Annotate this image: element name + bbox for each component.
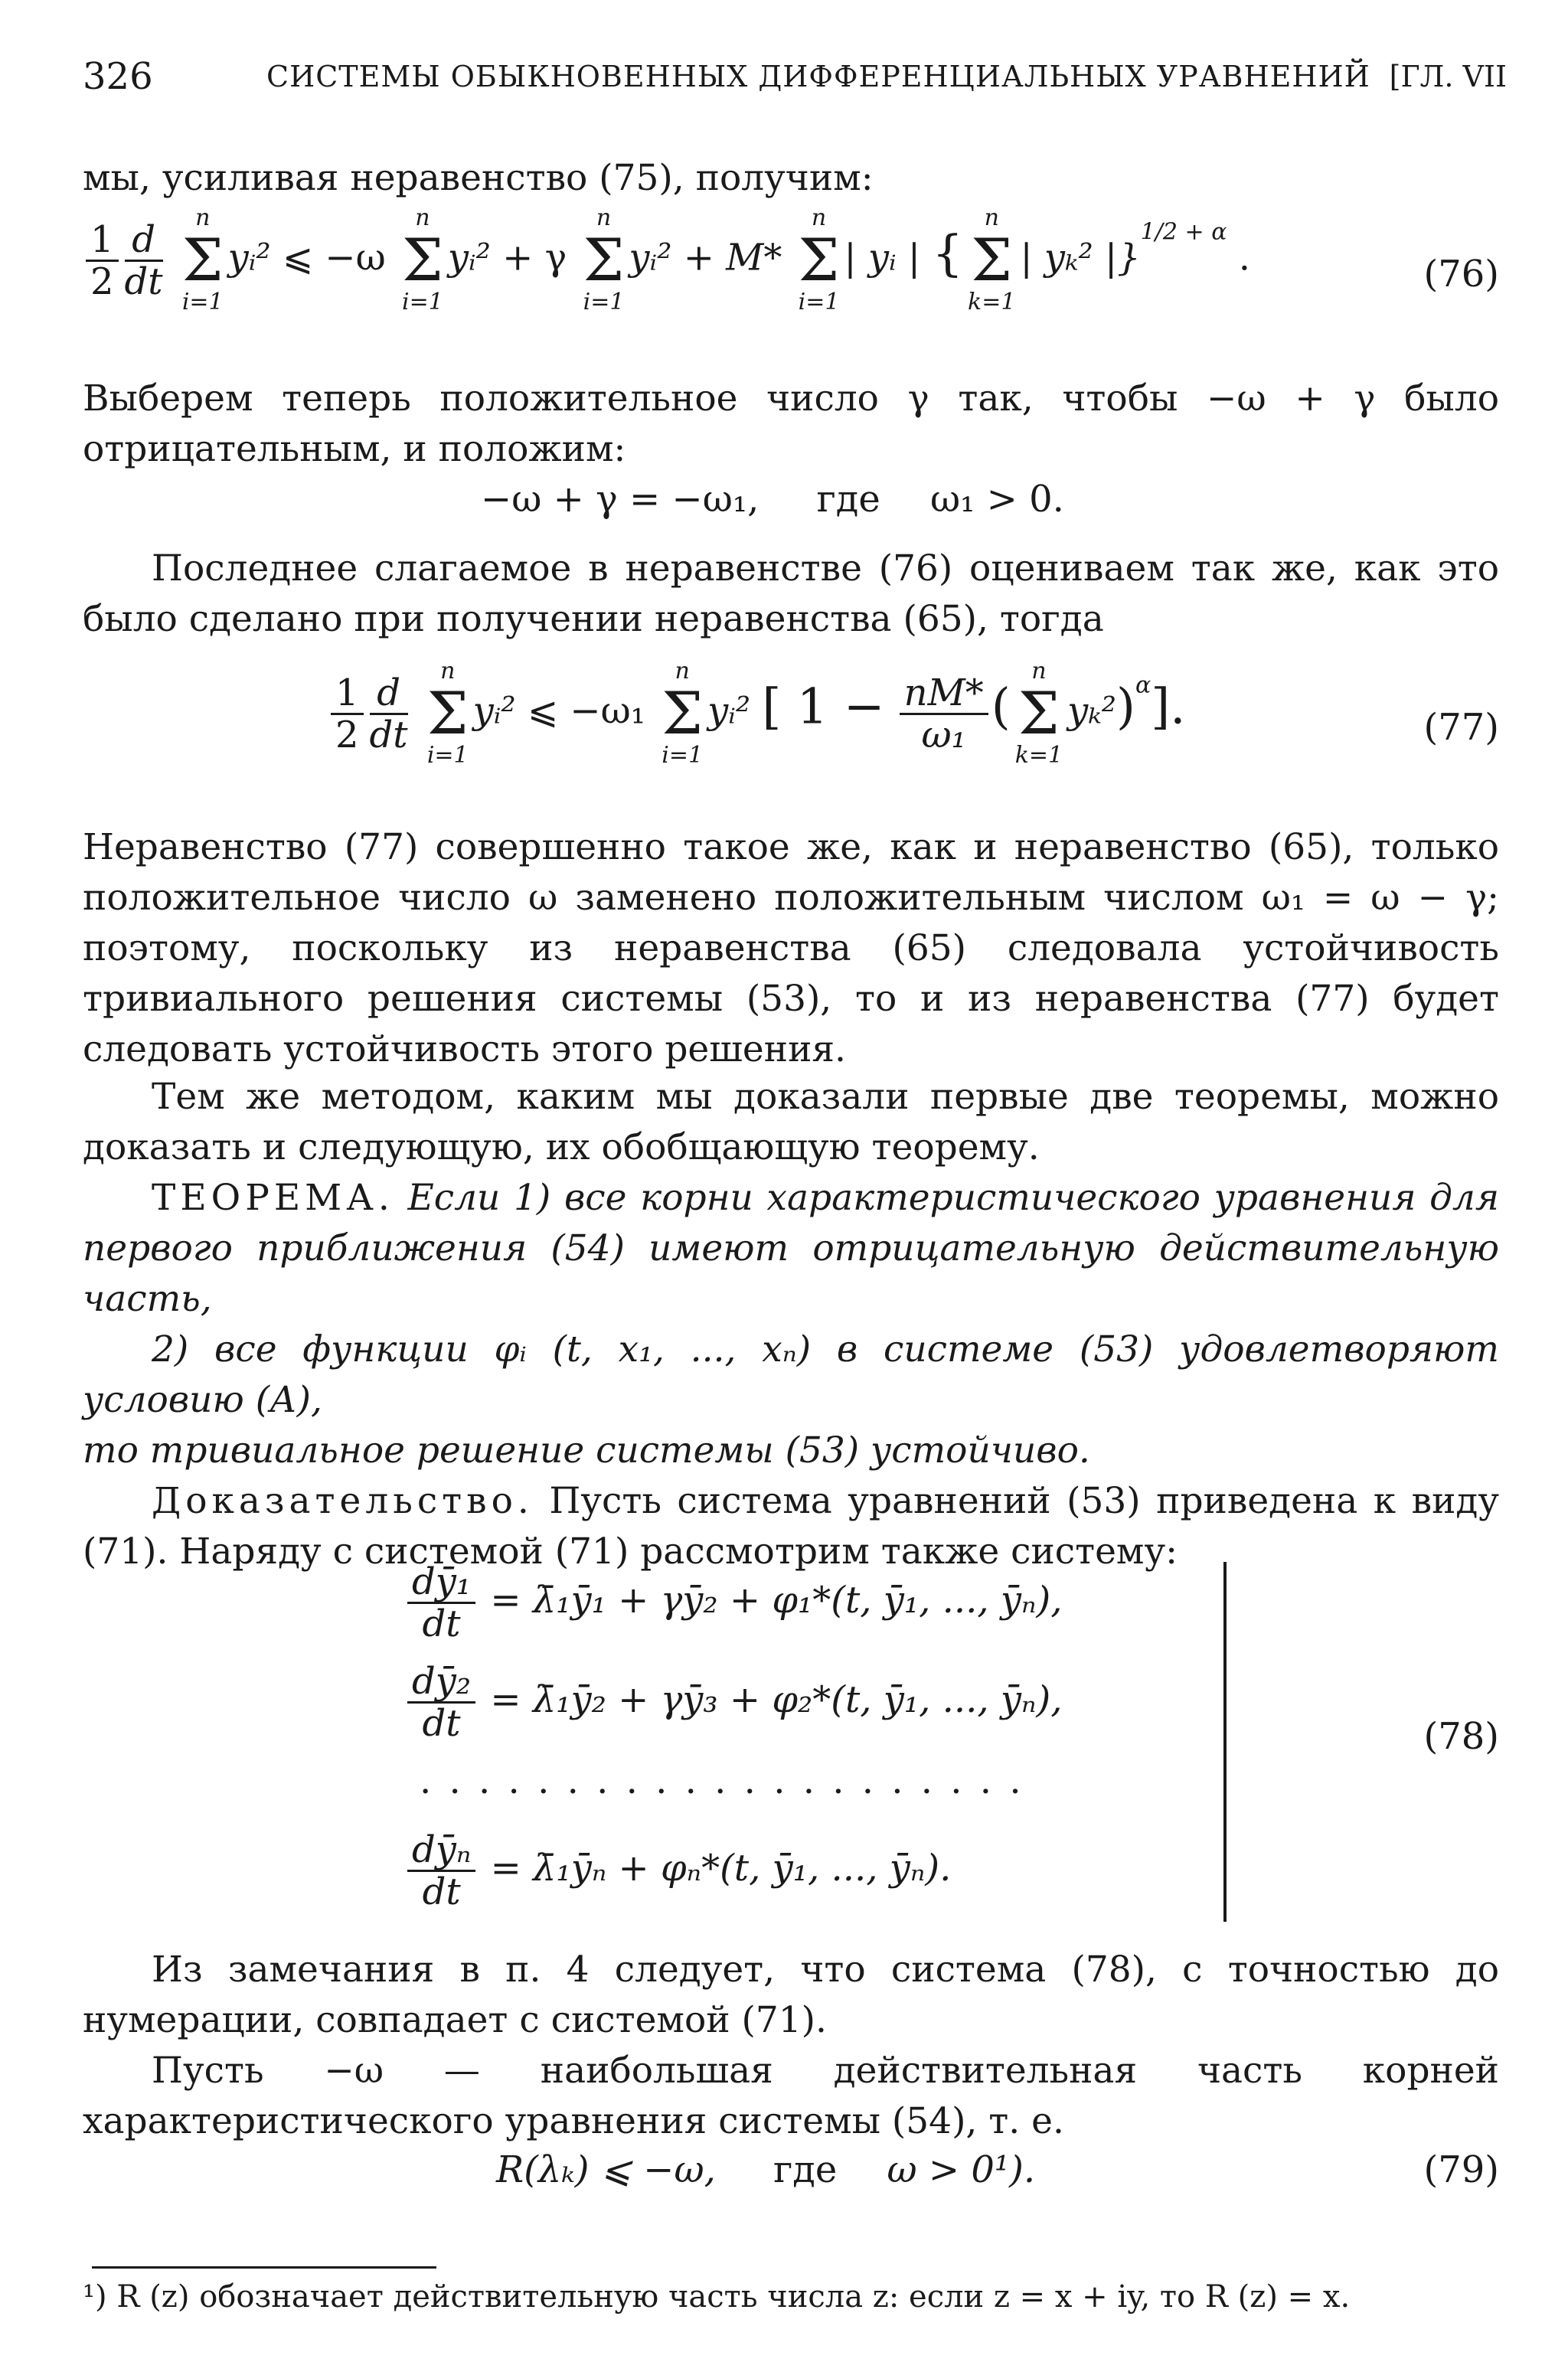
theorem — [83, 1173, 1499, 1325]
system-dots: . . . . . . . . . . . . . . . . . . . . . — [420, 1759, 1024, 1802]
paragraph-method: Тем же методом, каким мы доказали первые две теоремы, можно доказать и следующую, их обобщающую теорему. — [83, 1076, 1499, 1168]
proof-text: Пусть система уравнений (53) приведена к виду (71). Наряду с системой (71) рассмотрим также систему: — [83, 1480, 1499, 1573]
fraction-half: $\frac{1}{2}$ — [331, 673, 364, 755]
summation: n Σ k=1 — [1014, 658, 1063, 769]
equation-76: $\frac{1}{2}$ $\frac{d}{dt}$ n Σ i=1 yᵢ² ⩽ −ω n Σ i=1 yᵢ² + γ n Σ i=1 yᵢ² + M* n Σ i=1 | yᵢ | { n Σ k=1 | yₖ² |}$^{1/2 + \alpha}$ . (76) — [83, 205, 1499, 358]
system-brace — [1223, 1562, 1227, 1922]
fraction-d-dt: $\frac{d}{dt}$ — [369, 671, 408, 756]
summation: n Σ i=1 — [402, 204, 443, 315]
equation-system-78 — [83, 1562, 1499, 1929]
footnote: ¹) R (z) обозначает действительную часть числа z: если z = x + iy, то R (z) = x. — [83, 2279, 1351, 2315]
summation: n Σ k=1 — [968, 204, 1016, 315]
equation-number-77: (77) — [1423, 706, 1499, 749]
equation-number-79: (79) — [1423, 2148, 1499, 2191]
equation-number-78: (78) — [1423, 1715, 1499, 1758]
paragraph-choose-gamma: Выберем теперь положительное число γ так, чтобы −ω + γ было отрицательным, и положим: — [83, 377, 1499, 470]
running-title: СИСТЕМЫ ОБЫКНОВЕННЫХ ДИФФЕРЕНЦИАЛЬНЫХ УРАВНЕНИЙ — [266, 60, 1370, 93]
theorem-condition-2: 2) все функции φᵢ (t, x₁, ..., xₙ) в системе (53) удовлетворяют условию (А), — [83, 1328, 1499, 1421]
fraction-half: $\frac{1}{2}$ — [86, 220, 119, 302]
proof-label: Доказательство. — [152, 1480, 534, 1522]
theorem-condition-1: Если 1) все корни характеристического уравнения для первого приближения (54) имеют отрицательную действительную часть, — [83, 1177, 1499, 1320]
summation: n Σ i=1 — [662, 658, 704, 769]
paragraph-intro: мы, усиливая неравенство (75), получим: — [83, 157, 874, 199]
system-row-1: $\frac{\text{dȳ₁}}{dt}$ = λ̄₁ȳ₁ + γȳ₂ + φ₁*(t, ȳ₁, ..., ȳₙ), — [404, 1562, 1062, 1644]
theorem-conclusion: то тривиальное решение системы (53) устойчиво. — [83, 1429, 1090, 1472]
equation-number-76: (76) — [1423, 253, 1499, 296]
summation: n Σ i=1 — [426, 658, 469, 769]
fraction-nM-omega: $\frac{nM*}{\text{ω₁}}$ — [900, 673, 988, 755]
paragraph-remark: Из замечания в п. 4 следует, что система (78), с точностью до нумерации, совпадает с системой (71). — [83, 1949, 1499, 2041]
theorem-label: ТЕОРЕМА. — [152, 1177, 394, 1219]
paragraph-inequality-77: Неравенство (77) совершенно такое же, как и неравенство (65), только положительное число ω заменено положительным числом ω₁ = ω − γ; поэтому, поскольку из неравенства (65) следовала устойчивость тривиального решения системы (53), то и из неравенства (77) будет следовать устойчивость этого решения. — [83, 826, 1499, 1070]
equation-79: R(λₖ) ⩽ −ω, где ω > 0¹). (79) — [496, 2148, 1499, 2191]
fraction-d-dt: $\frac{d}{dt}$ — [124, 217, 163, 303]
system-row-2: $\frac{\text{dȳ₂}}{dt}$ = λ̄₁ȳ₂ + γȳ₃ + φ₂*(t, ȳ₁, ..., ȳₙ), — [404, 1661, 1062, 1743]
paragraph-last-term: Последнее слагаемое в неравенстве (76) оцениваем так же, как это было сделано при получении неравенства (65), тогда — [83, 547, 1499, 640]
chapter-marker: [ГЛ. VII — [1389, 60, 1507, 93]
page-number: 326 — [83, 55, 153, 98]
summation: n Σ i=1 — [798, 204, 840, 315]
equation-gamma: −ω + γ = −ω₁, где ω₁ > 0. — [481, 478, 1064, 521]
equation-77: $\frac{1}{2}$ $\frac{d}{dt}$ n Σ i=1 yᵢ² ⩽ −ω₁ n Σ i=1 yᵢ² [ 1 − $\frac{nM*}{\text{ω₁}}$ ( n Σ k=1 yₖ²)$^\alpha$]. (77) — [83, 658, 1499, 812]
summation: n Σ i=1 — [181, 204, 224, 315]
summation: n Σ i=1 — [583, 204, 625, 315]
running-header — [83, 55, 1507, 101]
paragraph-largest-root: Пусть −ω — наибольшая действительная часть корней характеристического уравнения системы (54), т. е. — [83, 2050, 1499, 2142]
footnote-rule — [92, 2266, 436, 2269]
system-row-n: $\frac{\text{dȳₙ}}{dt}$ = λ̄₁ȳₙ + φₙ*(t, ȳ₁, ..., ȳₙ). — [404, 1830, 951, 1912]
